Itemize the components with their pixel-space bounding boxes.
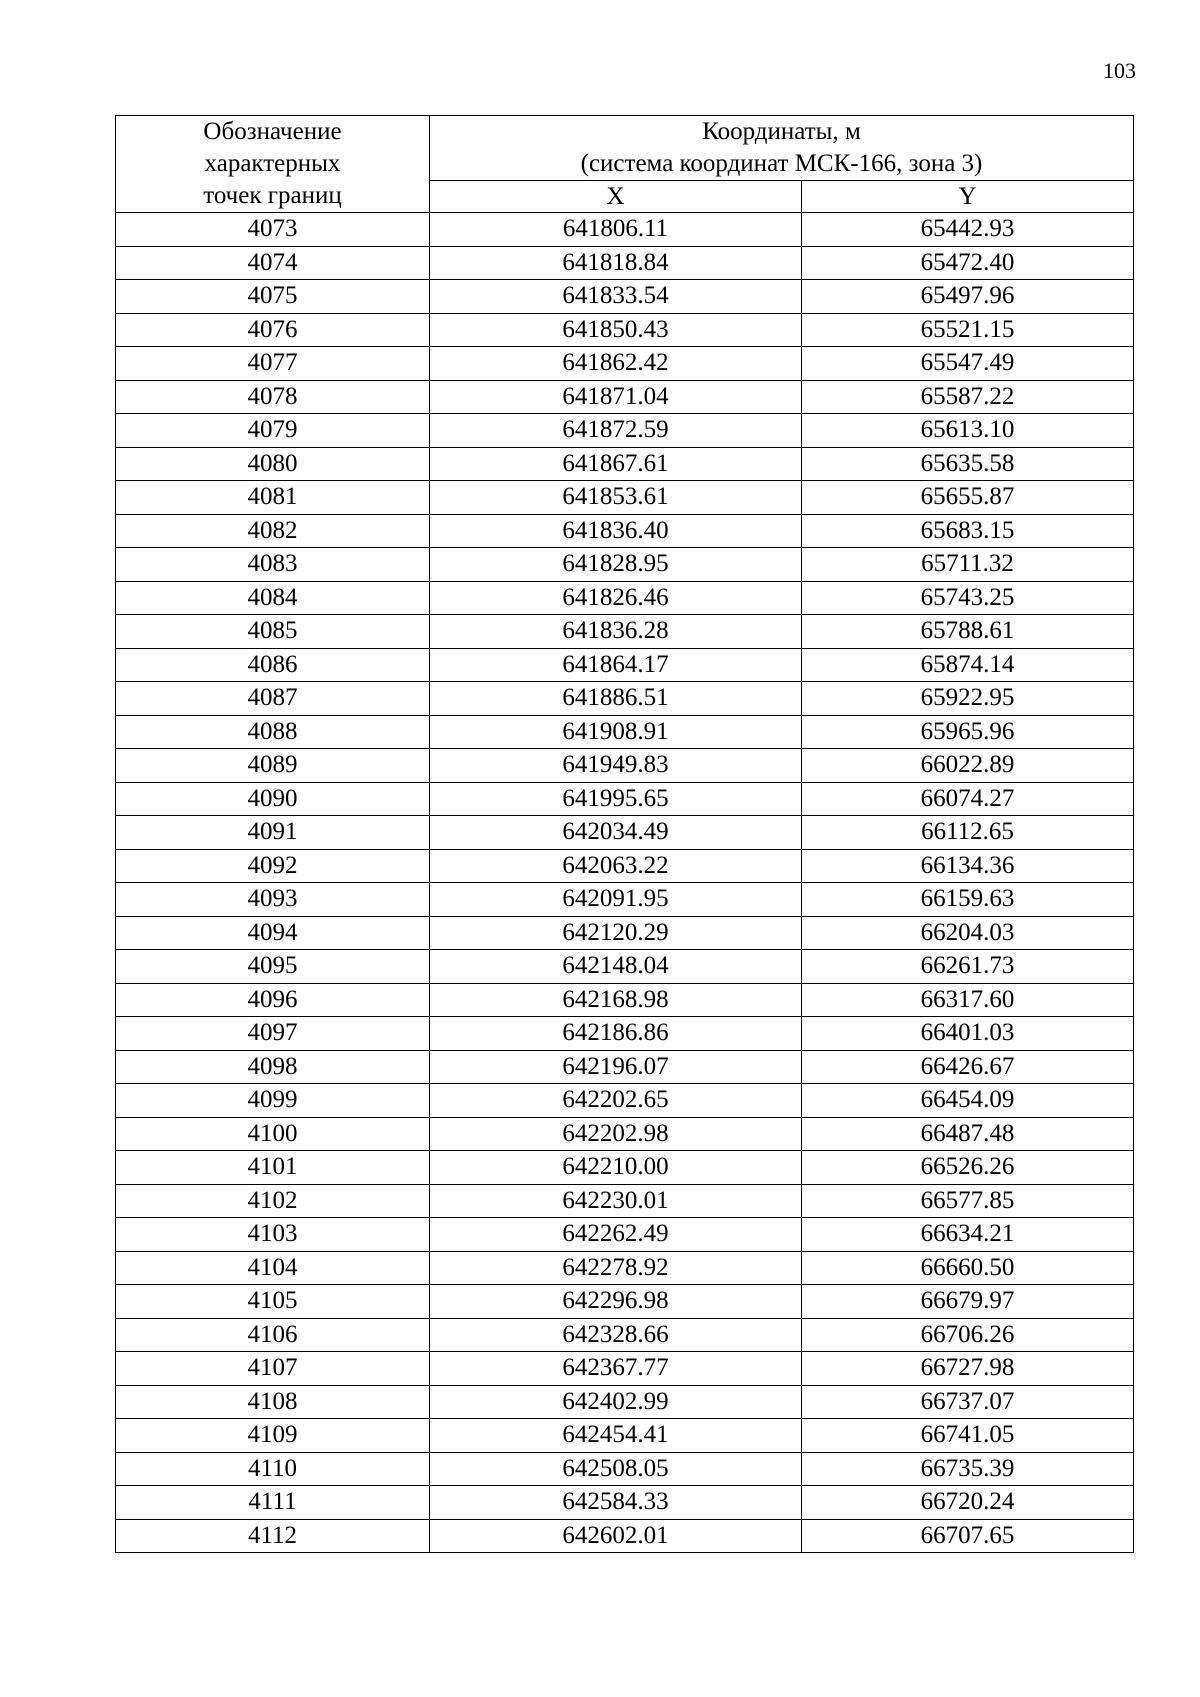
y-coordinate-cell: 65655.87 [802, 481, 1134, 515]
table-row [116, 1251, 1134, 1285]
x-coordinate-cell: 641853.61 [430, 481, 802, 515]
x-coordinate-cell: 642148.04 [430, 950, 802, 984]
point-id-cell: 4078 [116, 380, 430, 414]
table-row [116, 615, 1134, 649]
y-coordinate-cell: 66679.97 [802, 1285, 1134, 1319]
x-coordinate-cell: 641871.04 [430, 380, 802, 414]
y-coordinate-cell: 66737.07 [802, 1385, 1134, 1419]
y-coordinate-cell: 66577.85 [802, 1184, 1134, 1218]
table-row [116, 414, 1134, 448]
x-coordinate-cell: 642602.01 [430, 1519, 802, 1553]
y-coordinate-cell: 66317.60 [802, 983, 1134, 1017]
x-coordinate-cell: 642063.22 [430, 849, 802, 883]
x-coordinate-cell: 642202.65 [430, 1084, 802, 1118]
point-id-cell: 4079 [116, 414, 430, 448]
y-coordinate-cell: 66526.26 [802, 1151, 1134, 1185]
header-point-line-2: характерных [204, 150, 341, 177]
point-id-cell: 4099 [116, 1084, 430, 1118]
point-id-cell: 4081 [116, 481, 430, 515]
table-row [116, 280, 1134, 314]
table-row [116, 1084, 1134, 1118]
table-row [116, 213, 1134, 247]
point-id-cell: 4102 [116, 1184, 430, 1218]
x-coordinate-cell: 642168.98 [430, 983, 802, 1017]
x-coordinate-cell: 641828.95 [430, 548, 802, 582]
x-coordinate-cell: 642202.98 [430, 1117, 802, 1151]
x-coordinate-cell: 642278.92 [430, 1251, 802, 1285]
point-id-cell: 4083 [116, 548, 430, 582]
header-x: X [430, 181, 802, 213]
point-id-cell: 4091 [116, 816, 430, 850]
y-coordinate-cell: 66735.39 [802, 1452, 1134, 1486]
table-row [116, 1017, 1134, 1051]
y-coordinate-cell: 66487.48 [802, 1117, 1134, 1151]
table-row [116, 447, 1134, 481]
y-coordinate-cell: 65711.32 [802, 548, 1134, 582]
x-coordinate-cell: 642091.95 [430, 883, 802, 917]
y-coordinate-cell: 65442.93 [802, 213, 1134, 247]
point-id-cell: 4109 [116, 1419, 430, 1453]
y-coordinate-cell: 66426.67 [802, 1050, 1134, 1084]
table-row [116, 1117, 1134, 1151]
point-id-cell: 4098 [116, 1050, 430, 1084]
y-coordinate-cell: 65635.58 [802, 447, 1134, 481]
table-row [116, 1452, 1134, 1486]
y-coordinate-cell: 66660.50 [802, 1251, 1134, 1285]
x-coordinate-cell: 642196.07 [430, 1050, 802, 1084]
x-coordinate-cell: 641850.43 [430, 313, 802, 347]
x-coordinate-cell: 641833.54 [430, 280, 802, 314]
point-id-cell: 4094 [116, 916, 430, 950]
table-row [116, 1184, 1134, 1218]
table-body [116, 213, 1134, 1553]
x-coordinate-cell: 641872.59 [430, 414, 802, 448]
y-coordinate-cell: 66454.09 [802, 1084, 1134, 1118]
x-coordinate-cell: 642584.33 [430, 1486, 802, 1520]
table-row [116, 514, 1134, 548]
y-coordinate-cell: 66706.26 [802, 1318, 1134, 1352]
x-coordinate-cell: 642328.66 [430, 1318, 802, 1352]
table-row [116, 380, 1134, 414]
y-coordinate-cell: 65613.10 [802, 414, 1134, 448]
point-id-cell: 4073 [116, 213, 430, 247]
x-coordinate-cell: 641836.28 [430, 615, 802, 649]
y-coordinate-cell: 65922.95 [802, 682, 1134, 716]
point-id-cell: 4082 [116, 514, 430, 548]
x-coordinate-cell: 641995.65 [430, 782, 802, 816]
x-coordinate-cell: 641826.46 [430, 581, 802, 615]
table-row [116, 1151, 1134, 1185]
y-coordinate-cell: 66720.24 [802, 1486, 1134, 1520]
header-point-line-3: точек границ [203, 182, 342, 209]
point-id-cell: 4110 [116, 1452, 430, 1486]
x-coordinate-cell: 641949.83 [430, 749, 802, 783]
point-id-cell: 4085 [116, 615, 430, 649]
x-coordinate-cell: 642034.49 [430, 816, 802, 850]
point-id-cell: 4084 [116, 581, 430, 615]
table-row [116, 749, 1134, 783]
y-coordinate-cell: 66159.63 [802, 883, 1134, 917]
header-coords-line-1: Координаты, м [702, 118, 861, 145]
y-coordinate-cell: 66134.36 [802, 849, 1134, 883]
table-row [116, 1385, 1134, 1419]
y-coordinate-cell: 66261.73 [802, 950, 1134, 984]
point-id-cell: 4088 [116, 715, 430, 749]
y-coordinate-cell: 65683.15 [802, 514, 1134, 548]
x-coordinate-cell: 642296.98 [430, 1285, 802, 1319]
table-row [116, 1285, 1134, 1319]
y-coordinate-cell: 66112.65 [802, 816, 1134, 850]
point-id-cell: 4074 [116, 246, 430, 280]
table-row [116, 883, 1134, 917]
x-coordinate-cell: 641806.11 [430, 213, 802, 247]
y-coordinate-cell: 65587.22 [802, 380, 1134, 414]
point-id-cell: 4087 [116, 682, 430, 716]
table-row [116, 313, 1134, 347]
y-coordinate-cell: 66022.89 [802, 749, 1134, 783]
y-coordinate-cell: 66634.21 [802, 1218, 1134, 1252]
table-row [116, 1519, 1134, 1553]
y-coordinate-cell: 65521.15 [802, 313, 1134, 347]
point-id-cell: 4106 [116, 1318, 430, 1352]
x-coordinate-cell: 642367.77 [430, 1352, 802, 1386]
table-row [116, 950, 1134, 984]
point-id-cell: 4086 [116, 648, 430, 682]
y-coordinate-cell: 65547.49 [802, 347, 1134, 381]
point-id-cell: 4092 [116, 849, 430, 883]
table-row [116, 715, 1134, 749]
y-coordinate-cell: 66741.05 [802, 1419, 1134, 1453]
table-row [116, 1218, 1134, 1252]
table-row [116, 782, 1134, 816]
y-coordinate-cell: 65472.40 [802, 246, 1134, 280]
point-id-cell: 4105 [116, 1285, 430, 1319]
y-coordinate-cell: 66204.03 [802, 916, 1134, 950]
table-row [116, 1318, 1134, 1352]
y-coordinate-cell: 66074.27 [802, 782, 1134, 816]
point-id-cell: 4089 [116, 749, 430, 783]
y-coordinate-cell: 65874.14 [802, 648, 1134, 682]
point-id-cell: 4111 [116, 1486, 430, 1520]
table-row [116, 849, 1134, 883]
point-id-cell: 4076 [116, 313, 430, 347]
table-row [116, 1352, 1134, 1386]
x-coordinate-cell: 642230.01 [430, 1184, 802, 1218]
point-id-cell: 4077 [116, 347, 430, 381]
x-coordinate-cell: 641908.91 [430, 715, 802, 749]
page-number: 103 [1103, 58, 1136, 83]
x-coordinate-cell: 642402.99 [430, 1385, 802, 1419]
header-point-designation [116, 116, 430, 213]
header-point-line-1: Обозначение [203, 118, 342, 145]
table-row [116, 481, 1134, 515]
table-row [116, 1486, 1134, 1520]
table-row [116, 246, 1134, 280]
x-coordinate-cell: 642508.05 [430, 1452, 802, 1486]
y-coordinate-cell: 66401.03 [802, 1017, 1134, 1051]
table-row [116, 983, 1134, 1017]
point-id-cell: 4095 [116, 950, 430, 984]
y-coordinate-cell: 66707.65 [802, 1519, 1134, 1553]
point-id-cell: 4112 [116, 1519, 430, 1553]
point-id-cell: 4080 [116, 447, 430, 481]
y-coordinate-cell: 65965.96 [802, 715, 1134, 749]
table-row [116, 682, 1134, 716]
y-coordinate-cell: 65788.61 [802, 615, 1134, 649]
point-id-cell: 4107 [116, 1352, 430, 1386]
point-id-cell: 4100 [116, 1117, 430, 1151]
x-coordinate-cell: 642262.49 [430, 1218, 802, 1252]
x-coordinate-cell: 642186.86 [430, 1017, 802, 1051]
table-header-row [116, 116, 1134, 181]
point-id-cell: 4090 [116, 782, 430, 816]
point-id-cell: 4103 [116, 1218, 430, 1252]
x-coordinate-cell: 641867.61 [430, 447, 802, 481]
point-id-cell: 4096 [116, 983, 430, 1017]
table-row [116, 816, 1134, 850]
table-row [116, 648, 1134, 682]
header-coords-line-2: (система координат МСК-166, зона 3) [580, 150, 983, 177]
x-coordinate-cell: 641864.17 [430, 648, 802, 682]
x-coordinate-cell: 642120.29 [430, 916, 802, 950]
point-id-cell: 4093 [116, 883, 430, 917]
table-row [116, 1050, 1134, 1084]
point-id-cell: 4108 [116, 1385, 430, 1419]
header-coordinates [430, 116, 1134, 181]
x-coordinate-cell: 641862.42 [430, 347, 802, 381]
coordinates-table [115, 115, 1134, 1553]
table-row [116, 347, 1134, 381]
x-coordinate-cell: 641836.40 [430, 514, 802, 548]
point-id-cell: 4075 [116, 280, 430, 314]
point-id-cell: 4104 [116, 1251, 430, 1285]
table-row [116, 581, 1134, 615]
header-y: Y [802, 181, 1134, 213]
x-coordinate-cell: 641886.51 [430, 682, 802, 716]
x-coordinate-cell: 642210.00 [430, 1151, 802, 1185]
y-coordinate-cell: 65497.96 [802, 280, 1134, 314]
y-coordinate-cell: 65743.25 [802, 581, 1134, 615]
point-id-cell: 4101 [116, 1151, 430, 1185]
y-coordinate-cell: 66727.98 [802, 1352, 1134, 1386]
x-coordinate-cell: 642454.41 [430, 1419, 802, 1453]
table-row [116, 1419, 1134, 1453]
point-id-cell: 4097 [116, 1017, 430, 1051]
table-row [116, 916, 1134, 950]
x-coordinate-cell: 641818.84 [430, 246, 802, 280]
table-row [116, 548, 1134, 582]
